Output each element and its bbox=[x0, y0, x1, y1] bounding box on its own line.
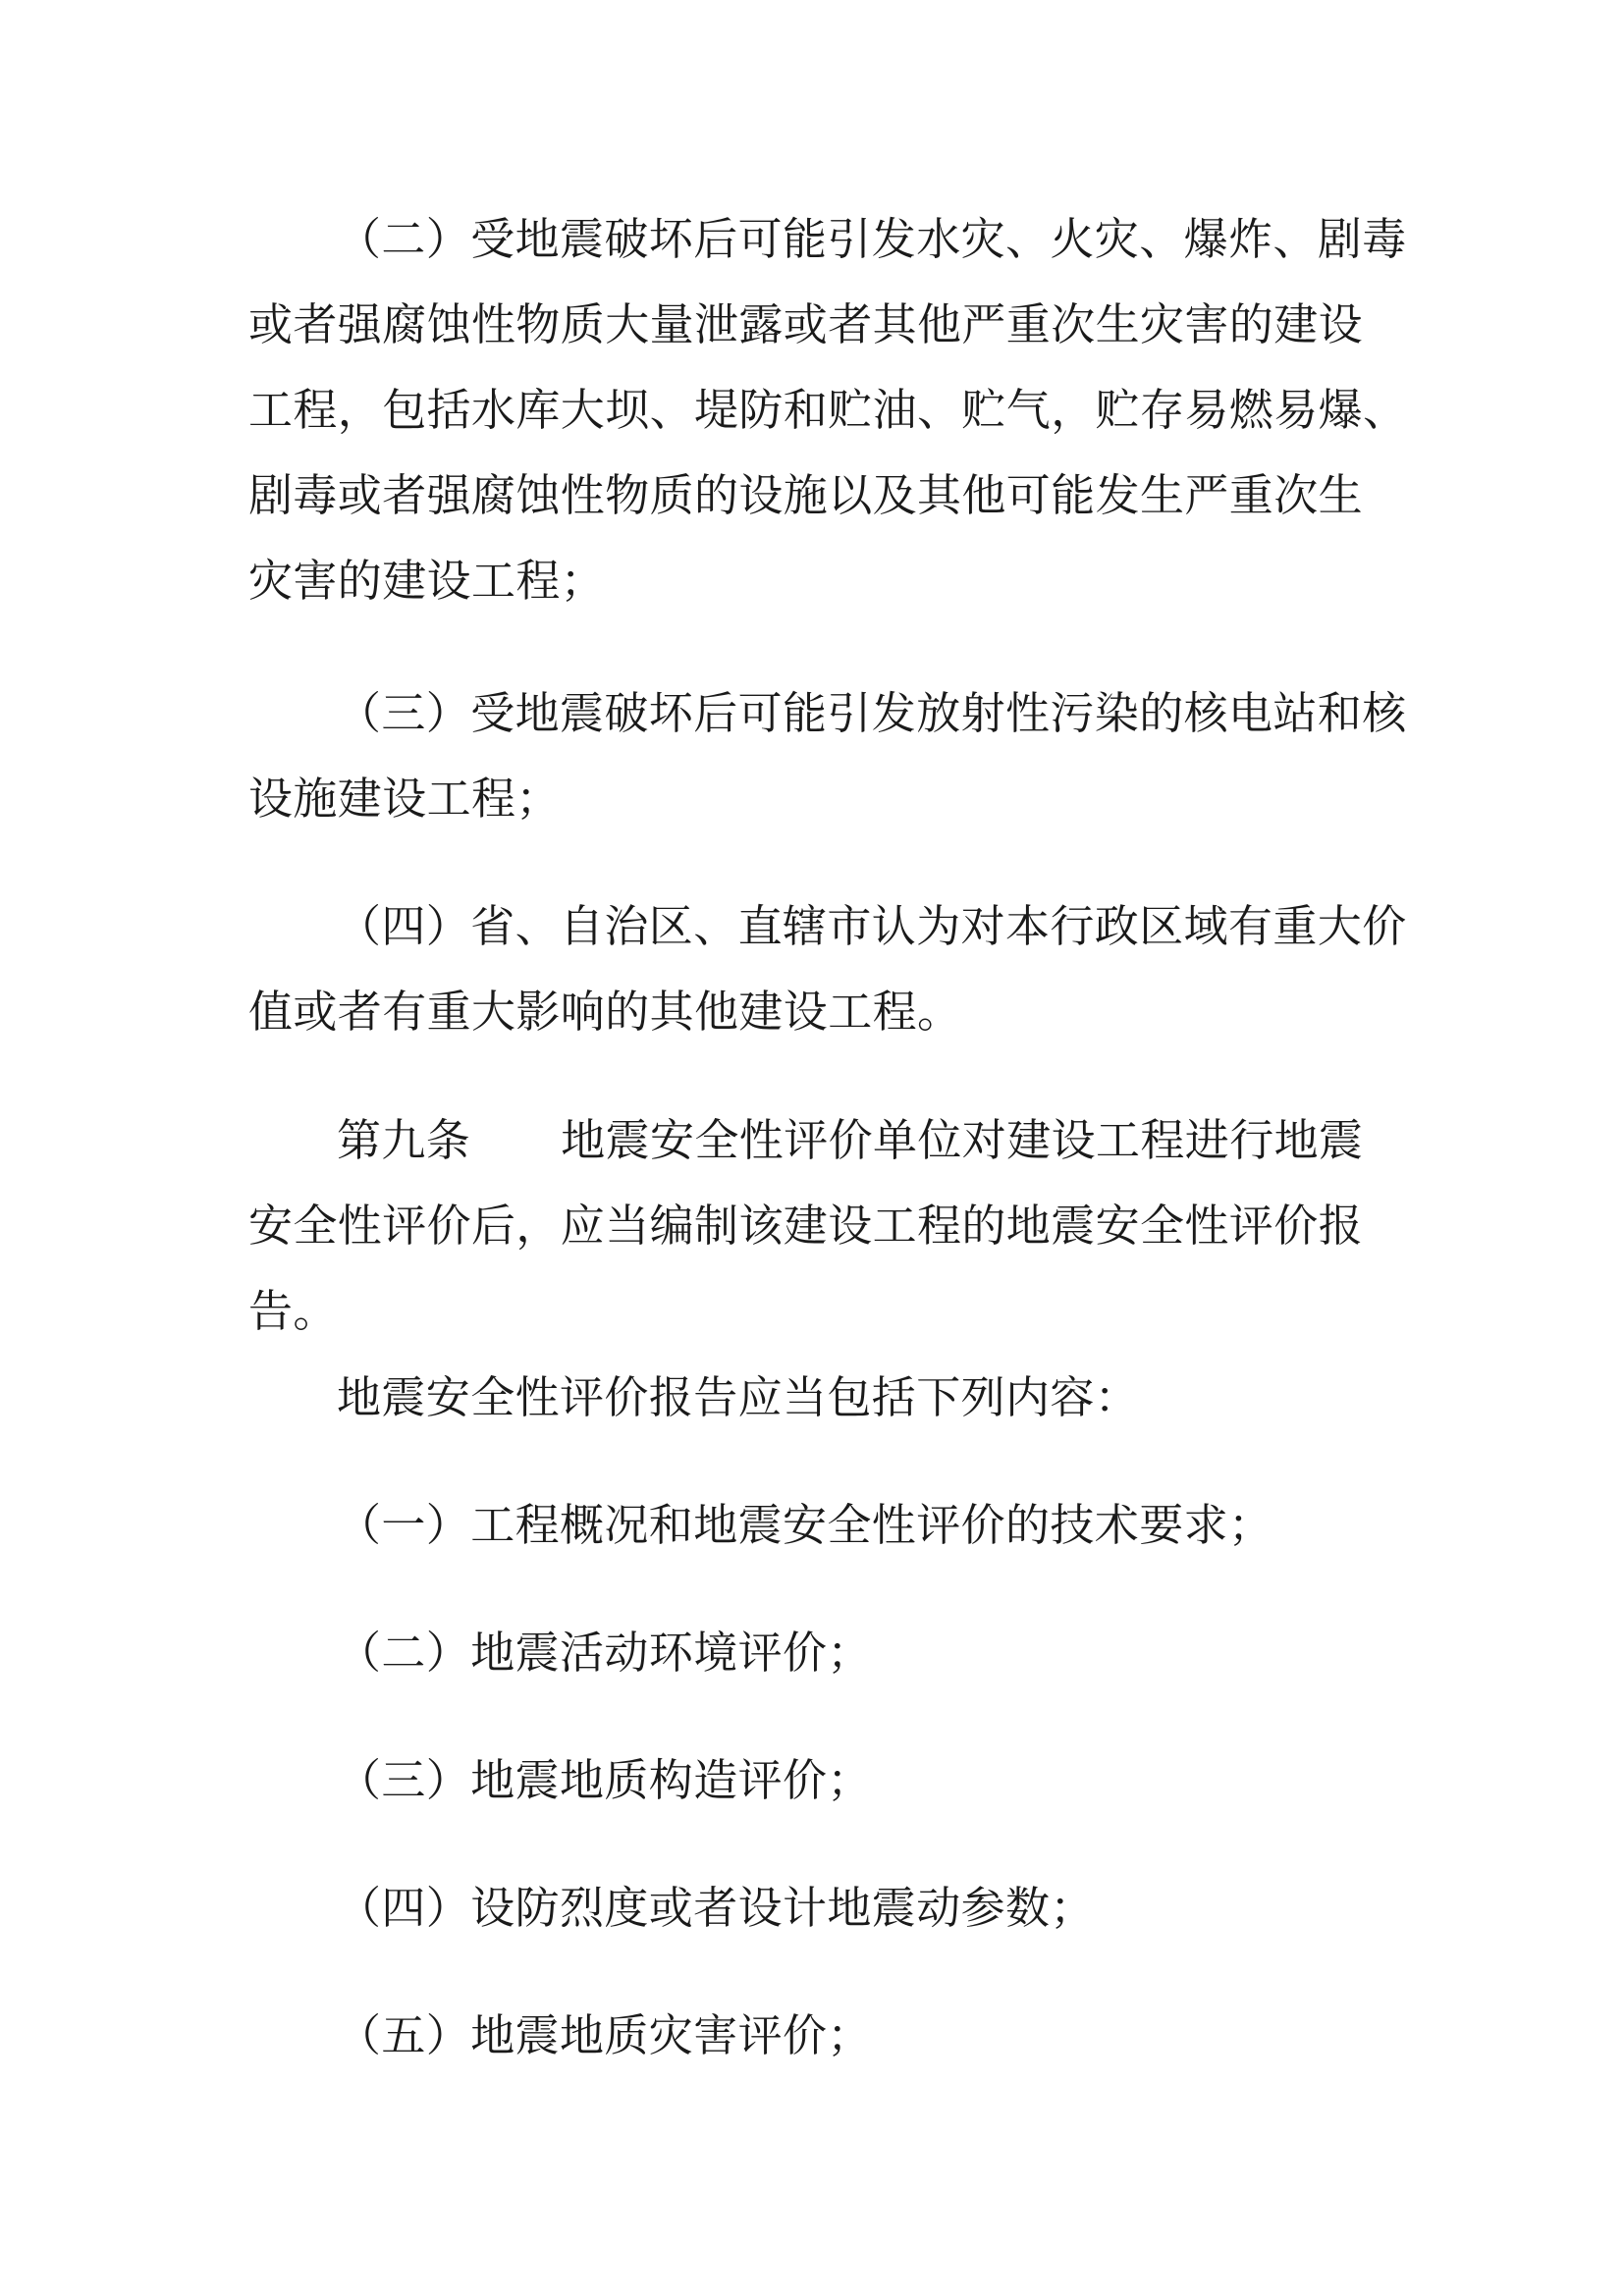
article-text: 地震安全性评价单位对建设工程进行地震 bbox=[561, 1114, 1364, 1166]
text-line: 地震安全性评价报告应当包括下列内容： bbox=[337, 1371, 1140, 1423]
list-item: （三）地震地质构造评价； bbox=[337, 1754, 872, 1806]
report-intro bbox=[248, 1355, 1387, 1440]
report-item-5 bbox=[248, 1993, 1387, 2078]
report-item-2 bbox=[248, 1610, 1387, 1695]
text-line: 安全性评价后，应当编制该建设工程的地震安全性评价报 bbox=[248, 1200, 1364, 1252]
text-line: 值或者有重大影响的其他建设工程。 bbox=[248, 986, 962, 1038]
report-item-1 bbox=[248, 1482, 1387, 1568]
list-item: （一）工程概况和地震安全性评价的技术要求； bbox=[337, 1499, 1273, 1551]
text-line: 设施建设工程； bbox=[248, 773, 561, 825]
text-line: 灾害的建设工程； bbox=[248, 555, 606, 607]
list-item: （四）设防烈度或者设计地震动参数； bbox=[337, 1882, 1095, 1934]
article-number: 第九条 bbox=[337, 1114, 471, 1166]
text-line: 告。 bbox=[248, 1285, 338, 1337]
report-item-3 bbox=[248, 1737, 1387, 1823]
paragraph-item-3 bbox=[248, 670, 1407, 841]
list-item: （二）地震活动环境评价； bbox=[337, 1627, 872, 1679]
report-item-4 bbox=[248, 1865, 1387, 1950]
paragraph-item-2 bbox=[248, 196, 1408, 623]
article-nine-line-1 bbox=[248, 1097, 1387, 1183]
text-line: 或者强腐蚀性物质大量泄露或者其他严重次生灾害的建设 bbox=[248, 298, 1364, 350]
text-line: 工程，包括水库大坝、堤防和贮油、贮气，贮存易燃易爆、 bbox=[248, 384, 1408, 436]
list-item: （五）地震地质灾害评价； bbox=[337, 2009, 872, 2061]
text-line: （二）受地震破坏后可能引发水灾、火灾、爆炸、剧毒 bbox=[337, 213, 1407, 265]
article-nine bbox=[248, 1097, 1387, 1354]
paragraph-item-4 bbox=[248, 883, 1407, 1054]
text-line: 剧毒或者强腐蚀性物质的设施以及其他可能发生严重次生 bbox=[248, 469, 1364, 521]
text-line: （三）受地震破坏后可能引发放射性污染的核电站和核 bbox=[337, 687, 1407, 739]
text-line: （四）省、自治区、直辖市认为对本行政区域有重大价 bbox=[337, 900, 1407, 952]
